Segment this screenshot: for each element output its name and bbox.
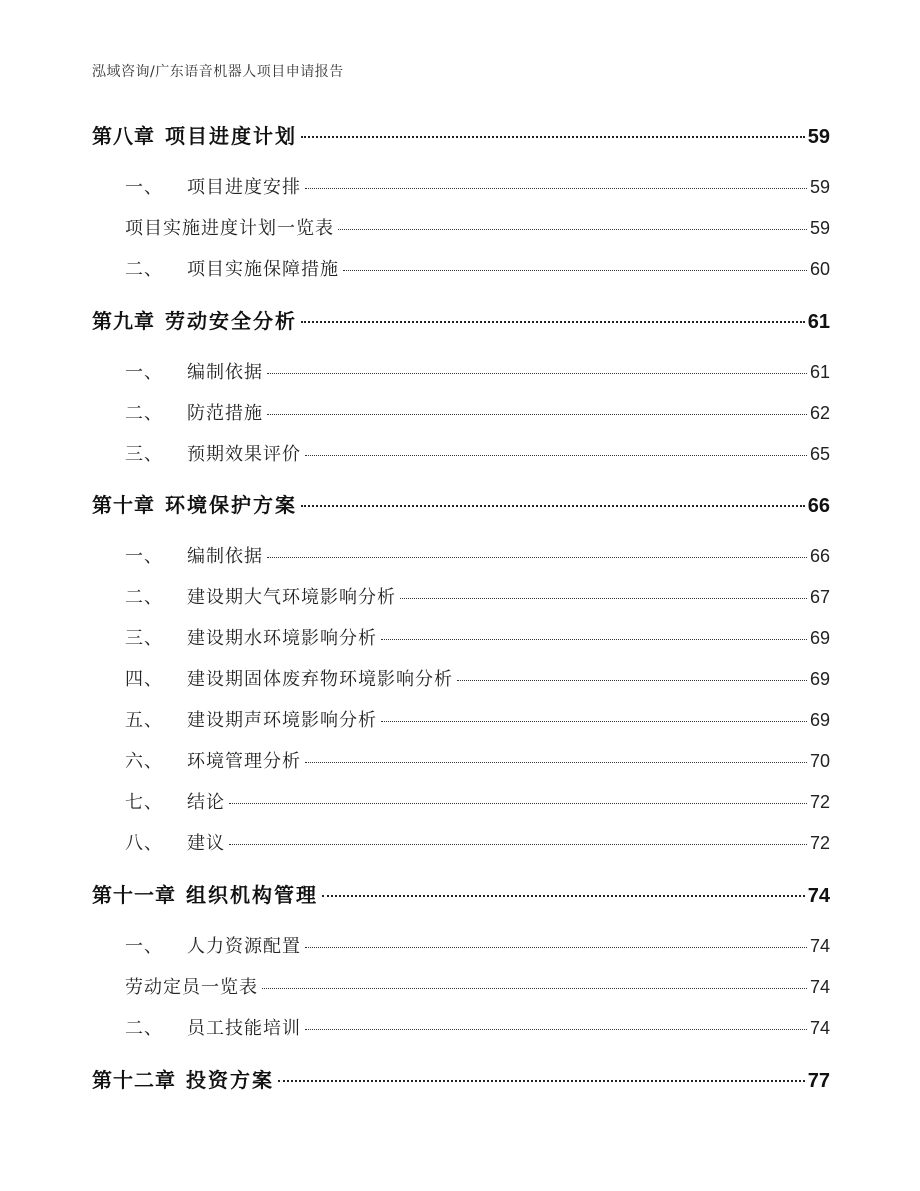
toc-number: 二、 [125, 587, 163, 608]
toc-page-number: 70 [809, 751, 830, 771]
toc-table-entry[interactable] [92, 974, 830, 1000]
toc-number: 六、 [125, 751, 163, 772]
dot-leader [229, 844, 807, 845]
toc-section[interactable] [92, 256, 830, 282]
toc-section[interactable] [92, 1015, 830, 1041]
dot-leader [305, 762, 807, 763]
toc-title: 编制依据 [187, 362, 263, 383]
toc-number: 一、 [125, 546, 163, 567]
toc-page-number: 66 [807, 495, 830, 517]
toc-section[interactable] [92, 584, 830, 610]
dot-leader [322, 895, 805, 897]
toc-number: 第九章 [92, 309, 155, 333]
toc-page-number: 59 [809, 218, 830, 238]
toc-page-number: 72 [809, 833, 830, 853]
toc-section[interactable] [92, 789, 830, 815]
toc-title: 建设期声环境影响分析 [187, 710, 377, 731]
toc-table-entry[interactable] [92, 215, 830, 241]
toc-page-number: 65 [809, 444, 830, 464]
toc-section[interactable] [92, 830, 830, 856]
toc-title: 编制依据 [187, 546, 263, 567]
toc-page-number: 74 [807, 885, 830, 907]
dot-leader [267, 373, 807, 374]
toc-page-number: 74 [809, 936, 830, 956]
toc-page-number: 69 [809, 710, 830, 730]
page-header: 泓域咨询/广东语音机器人项目申请报告 [92, 64, 344, 80]
dot-leader [305, 188, 807, 189]
dot-leader [343, 270, 807, 271]
toc-chapter[interactable] [92, 306, 830, 336]
toc-title: 建设期固体废弃物环境影响分析 [187, 669, 453, 690]
dot-leader [229, 803, 807, 804]
toc-title: 员工技能培训 [187, 1018, 301, 1039]
toc-number: 五、 [125, 710, 163, 731]
toc-chapter[interactable] [92, 880, 830, 910]
toc-number: 一、 [125, 362, 163, 383]
toc-chapter[interactable] [92, 1065, 830, 1095]
toc-title: 项目实施进度计划一览表 [125, 218, 334, 239]
toc-title: 建设期大气环境影响分析 [187, 587, 396, 608]
toc-page-number: 69 [809, 669, 830, 689]
toc-section[interactable] [92, 625, 830, 651]
toc-section[interactable] [92, 748, 830, 774]
toc-chapter[interactable] [92, 490, 830, 520]
toc-number: 一、 [125, 177, 163, 198]
toc-title: 预期效果评价 [187, 444, 301, 465]
toc-page-number: 67 [809, 587, 830, 607]
toc-title: 组织机构管理 [186, 883, 318, 907]
dot-leader [267, 557, 807, 558]
dot-leader [305, 1029, 807, 1030]
dot-leader [262, 988, 807, 989]
dot-leader [305, 455, 807, 456]
toc-number: 八、 [125, 833, 163, 854]
toc-title: 项目进度计划 [165, 124, 297, 148]
toc-number: 一、 [125, 936, 163, 957]
toc-title: 项目实施保障措施 [187, 259, 339, 280]
toc-number: 第十章 [92, 493, 155, 517]
dot-leader [301, 505, 805, 507]
toc-page-number: 61 [809, 362, 830, 382]
toc-title: 结论 [187, 792, 225, 813]
toc-title: 环境管理分析 [187, 751, 301, 772]
toc-number: 三、 [125, 444, 163, 465]
toc-section[interactable] [92, 174, 830, 200]
toc-section[interactable] [92, 543, 830, 569]
dot-leader [381, 639, 807, 640]
toc-section[interactable] [92, 441, 830, 467]
toc-title: 投资方案 [186, 1068, 274, 1092]
toc-number: 第十二章 [92, 1068, 176, 1092]
toc-section[interactable] [92, 359, 830, 385]
toc-page-number: 59 [807, 126, 830, 148]
toc-number: 七、 [125, 792, 163, 813]
toc-section[interactable] [92, 707, 830, 733]
toc-page-number: 74 [809, 977, 830, 997]
toc-page-number: 61 [807, 311, 830, 333]
dot-leader [400, 598, 807, 599]
dot-leader [301, 321, 805, 323]
toc-number: 第八章 [92, 124, 155, 148]
toc-number: 二、 [125, 403, 163, 424]
toc-title: 环境保护方案 [165, 493, 297, 517]
toc-number: 二、 [125, 259, 163, 280]
toc-title: 劳动定员一览表 [125, 977, 258, 998]
toc-title: 建设期水环境影响分析 [187, 628, 377, 649]
toc-number: 第十一章 [92, 883, 176, 907]
toc-section[interactable] [92, 933, 830, 959]
toc-page-number: 59 [809, 177, 830, 197]
toc-page-number: 72 [809, 792, 830, 812]
toc-title: 建议 [187, 833, 225, 854]
dot-leader [267, 414, 807, 415]
toc-chapter[interactable] [92, 121, 830, 151]
toc-section[interactable] [92, 666, 830, 692]
dot-leader [457, 680, 807, 681]
toc-page-number: 62 [809, 403, 830, 423]
dot-leader [278, 1080, 805, 1082]
toc-page-number: 77 [807, 1070, 830, 1092]
toc-page-number: 69 [809, 628, 830, 648]
dot-leader [305, 947, 807, 948]
toc-title: 劳动安全分析 [165, 309, 297, 333]
toc-number: 三、 [125, 628, 163, 649]
toc-title: 项目进度安排 [187, 177, 301, 198]
toc-title: 防范措施 [187, 403, 263, 424]
toc-section[interactable] [92, 400, 830, 426]
toc-page-number: 74 [809, 1018, 830, 1038]
toc-page-number: 60 [809, 259, 830, 279]
toc-page-number: 66 [809, 546, 830, 566]
toc-title: 人力资源配置 [187, 936, 301, 957]
dot-leader [301, 136, 805, 138]
toc-number: 二、 [125, 1018, 163, 1039]
toc-number: 四、 [125, 669, 163, 690]
dot-leader [338, 229, 807, 230]
dot-leader [381, 721, 807, 722]
